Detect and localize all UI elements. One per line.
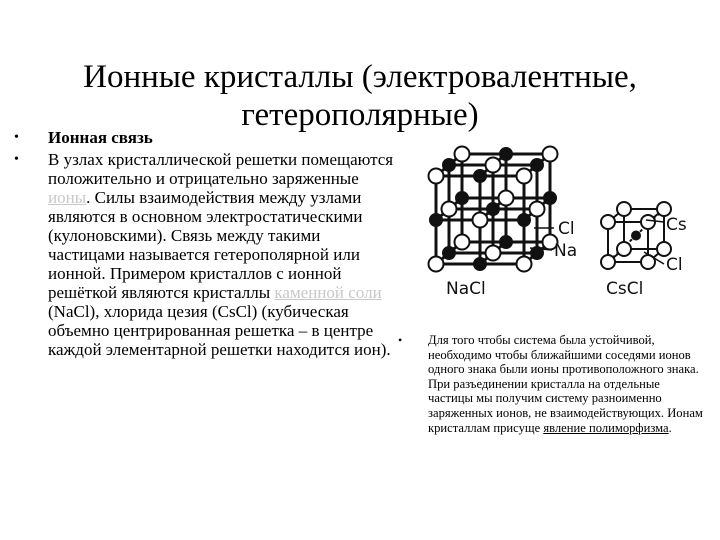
paragraph-text: . Силы взаимодействия между узлами являются в основном электростатическими (кулоновскими). Связь между такими частицами называется гетерополярной или ионной. Примером кристаллов с ионной решёткой являются кристаллы xyxy=(48,188,363,302)
nacl-na-label: Na xyxy=(554,241,578,261)
cl-ion xyxy=(499,191,514,206)
na-ion xyxy=(544,192,556,204)
cl-ion xyxy=(486,158,501,173)
slide-title: Ионные кристаллы (электровалентные, гетерополярные) xyxy=(83,59,637,133)
list-item xyxy=(14,150,394,359)
cl-ion xyxy=(442,202,457,217)
cl-ion xyxy=(517,169,532,184)
na-ion xyxy=(487,203,499,215)
na-ion xyxy=(443,159,455,171)
na-ion xyxy=(474,258,486,270)
nacl-lattice-ions xyxy=(429,147,558,272)
cl-ion xyxy=(455,147,470,162)
paragraph-text: Для того чтобы система была устойчивой, необходимо чтобы ближайшими соседями ионов одного знака были ионы противоположного знака. При разъединении кристалла на отдельные частицы мы получим систему разноименно заряженных ионов, не взаимодействующих. Ионам кристаллам присуще xyxy=(428,333,703,435)
cscl-lattice-ions xyxy=(601,202,671,269)
list-item xyxy=(14,128,394,147)
cl-ion xyxy=(657,242,671,256)
cl-ion xyxy=(617,242,631,256)
cscl-cl-label: Cl xyxy=(666,255,683,275)
main-bullet-list xyxy=(14,128,394,362)
na-ion xyxy=(430,214,442,226)
na-ion xyxy=(518,214,530,226)
cl-ion xyxy=(455,235,470,250)
bullet-icon: • xyxy=(398,333,403,347)
side-bullet-list xyxy=(398,333,704,435)
cl-ion xyxy=(601,215,615,229)
paragraph-text: (NaCl), хлорида цезия (CsCl) (кубическая объемно центрированная решетка – в центре каждой элементарной решетки находится ион). xyxy=(48,302,391,359)
cscl-caption: CsCl xyxy=(606,279,644,299)
na-ion xyxy=(500,148,512,160)
na-ion xyxy=(500,236,512,248)
paragraph-text: . xyxy=(668,420,672,435)
na-ion xyxy=(456,192,468,204)
rock-salt-link[interactable]: каменной соли xyxy=(274,283,382,302)
ionic-bond-heading: Ионная связь xyxy=(48,128,153,147)
polymorphism-link[interactable]: явление полиморфизма xyxy=(543,420,669,435)
cl-ion xyxy=(530,202,545,217)
cl-ion xyxy=(543,147,558,162)
nacl-caption: NaCl xyxy=(446,279,486,299)
cs-ion xyxy=(631,231,641,241)
nacl-cl-label: Cl xyxy=(558,219,575,239)
cl-ion xyxy=(486,246,501,261)
ions-link[interactable]: ионы xyxy=(48,188,87,207)
cl-ion xyxy=(657,202,671,216)
na-ion xyxy=(443,247,455,259)
cl-ion xyxy=(641,215,655,229)
paragraph-text: В узлах кристаллической решетки помещаются положительно и отрицательно заряженные xyxy=(48,150,394,188)
cl-ion xyxy=(429,257,444,272)
crystal-lattice-figure xyxy=(408,112,706,302)
cl-ion xyxy=(429,169,444,184)
cl-ion xyxy=(517,257,532,272)
bullet-icon: • xyxy=(14,130,19,145)
cl-ion xyxy=(473,213,488,228)
na-ion xyxy=(474,170,486,182)
cl-ion xyxy=(617,202,631,216)
na-ion xyxy=(531,159,543,171)
bullet-icon: • xyxy=(14,152,19,167)
cscl-cs-label: Cs xyxy=(666,215,687,235)
list-item xyxy=(398,333,704,435)
cl-ion xyxy=(601,255,615,269)
